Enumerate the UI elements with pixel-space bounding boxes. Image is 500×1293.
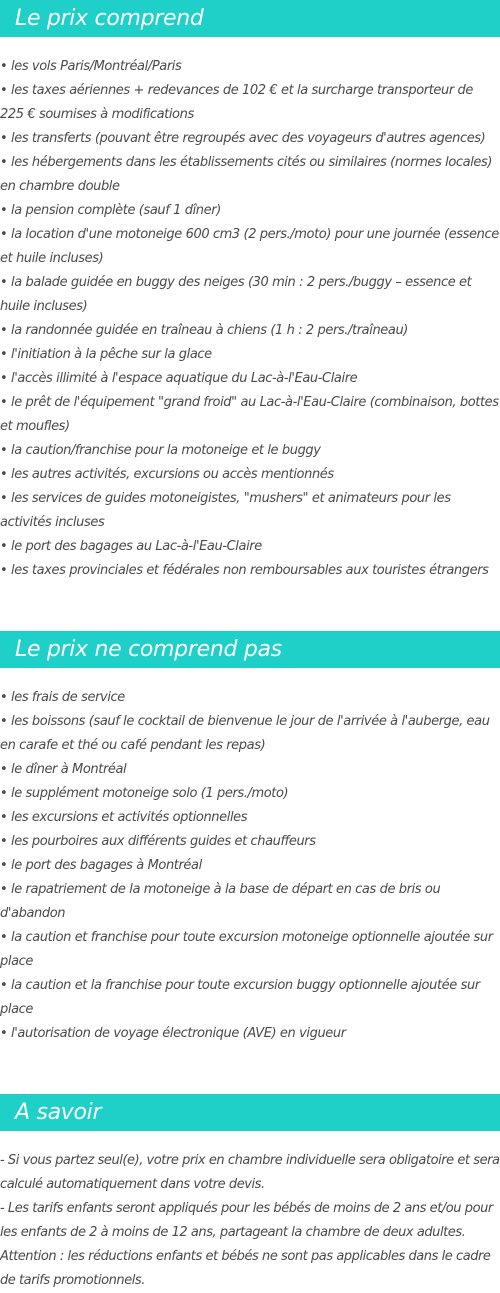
section-included (0, 0, 500, 583)
list-item (0, 559, 500, 583)
list-item-text: la pension complète (sauf 1 dîner) (11, 203, 221, 218)
section-header-excluded (0, 631, 500, 668)
bullet-icon: • (0, 371, 8, 386)
list-item-text: le supplément motoneige solo (1 pers./moto) (11, 786, 289, 801)
section-title: A savoir (15, 1099, 102, 1125)
list-item-text: les excursions et activités optionnelles (11, 810, 248, 825)
bullet-icon: • (0, 395, 8, 410)
section-excluded (0, 631, 500, 1046)
list-item (0, 271, 500, 319)
bullet-icon: • (0, 203, 8, 218)
bullet-icon: • (0, 810, 8, 825)
list-item (0, 367, 500, 391)
bullet-icon: • (0, 882, 8, 897)
list-item (0, 55, 500, 79)
section-savoir (0, 1094, 500, 1293)
list-item-text: les hébergements dans les établissements cités ou similaires (normes locales) en chambre double (0, 155, 493, 194)
list-item (0, 319, 500, 343)
list-item-text: les transferts (pouvant être regroupés avec des voyageurs d'autres agences) (11, 131, 486, 146)
list-item (0, 974, 500, 1022)
bullet-icon: • (0, 762, 8, 777)
list-item-text: le dîner à Montréal (11, 762, 127, 777)
list-item-text: le prêt de l'équipement "grand froid" au Lac-à-l'Eau-Claire (combinaison, bottes et moufles) (0, 395, 499, 434)
list-item-text: le port des bagages à Montréal (11, 858, 202, 873)
bullet-icon: • (0, 155, 8, 170)
list-item-text: les services de guides motoneigistes, "mushers" et animateurs pour les activités incluses (0, 491, 451, 530)
list-item-text: le rapatriement de la motoneige à la base de départ en cas de bris ou d'abandon (0, 882, 441, 921)
bullet-icon: • (0, 1026, 8, 1041)
list-item (0, 439, 500, 463)
list-item (0, 1022, 500, 1046)
list-item (0, 686, 500, 710)
bullet-icon: • (0, 930, 8, 945)
included-list (0, 55, 500, 583)
list-item-text: les frais de service (11, 690, 125, 705)
section-title: Le prix ne comprend pas (15, 636, 282, 662)
bullet-icon: • (0, 467, 8, 482)
section-header-included (0, 0, 500, 37)
list-item (0, 806, 500, 830)
list-item-text: la randonnée guidée en traîneau à chiens (1 h : 2 pers./traîneau) (11, 323, 408, 338)
list-item (0, 463, 500, 487)
list-item-text: la balade guidée en buggy des neiges (30 min : 2 pers./buggy – essence et huile incluses) (0, 275, 472, 314)
list-item (0, 151, 500, 199)
bullet-icon: • (0, 227, 8, 242)
list-item-text: le port des bagages au Lac-à-l'Eau-Claire (11, 539, 262, 554)
bullet-icon: • (0, 347, 8, 362)
list-item (0, 926, 500, 974)
bullet-icon: • (0, 83, 8, 98)
list-item-text: les boissons (sauf le cocktail de bienvenue le jour de l'arrivée à l'auberge, eau en carafe et thé ou café pendant les repas) (0, 714, 490, 753)
list-item-text: la caution/franchise pour la motoneige et le buggy (11, 443, 321, 458)
list-item (0, 535, 500, 559)
bullet-icon: • (0, 834, 8, 849)
list-item (0, 487, 500, 535)
list-item (0, 710, 500, 758)
list-item-text: l'accès illimité à l'espace aquatique du Lac-à-l'Eau-Claire (11, 371, 358, 386)
list-item-text: les taxes aériennes + redevances de 102 € et la surcharge transporteur de 225 € soumises à modifications (0, 83, 473, 122)
savoir-content (0, 1149, 500, 1293)
list-item (0, 830, 500, 854)
list-item (0, 854, 500, 878)
bullet-icon: • (0, 323, 8, 338)
savoir-paragraph: - Les tarifs enfants seront appliqués pour les bébés de moins de 2 ans et/ou pour les enfants de 2 à moins de 12 ans, partageant la chambre de deux adultes. Attention : les réductions enfants et bébés ne sont pas applicables dans le cadre de tarifs promotionnels. (0, 1201, 493, 1288)
list-item (0, 758, 500, 782)
list-item-text: la caution et la franchise pour toute excursion buggy optionnelle ajoutée sur place (0, 978, 480, 1017)
bullet-icon: • (0, 978, 8, 993)
section-title: Le prix comprend (15, 5, 204, 31)
list-item (0, 79, 500, 127)
list-item (0, 391, 500, 439)
bullet-icon: • (0, 275, 8, 290)
list-item-text: l'autorisation de voyage électronique (AVE) en vigueur (11, 1026, 346, 1041)
bullet-icon: • (0, 59, 8, 74)
list-item-text: les pourboires aux différents guides et chauffeurs (11, 834, 316, 849)
list-item (0, 343, 500, 367)
list-item-text: la caution et franchise pour toute excursion motoneige optionnelle ajoutée sur place (0, 930, 493, 969)
savoir-paragraph: - Si vous partez seul(e), votre prix en chambre individuelle sera obligatoire et sera calculé automatiquement dans votre devis. (0, 1153, 500, 1192)
list-item-text: les taxes provinciales et fédérales non remboursables aux touristes étrangers (11, 563, 489, 578)
bullet-icon: • (0, 443, 8, 458)
bullet-icon: • (0, 563, 8, 578)
list-item (0, 127, 500, 151)
list-item (0, 199, 500, 223)
bullet-icon: • (0, 690, 8, 705)
list-item-text: la location d'une motoneige 600 cm3 (2 pers./moto) pour une journée (essence et huile incluses) (0, 227, 499, 266)
bullet-icon: • (0, 491, 8, 506)
list-item-text: les vols Paris/Montréal/Paris (11, 59, 182, 74)
bullet-icon: • (0, 131, 8, 146)
excluded-list (0, 686, 500, 1046)
bullet-icon: • (0, 786, 8, 801)
section-header-savoir (0, 1094, 500, 1131)
list-item-text: les autres activités, excursions ou accès mentionnés (11, 467, 334, 482)
bullet-icon: • (0, 858, 8, 873)
list-item (0, 878, 500, 926)
bullet-icon: • (0, 714, 8, 729)
list-item (0, 223, 500, 271)
bullet-icon: • (0, 539, 8, 554)
list-item (0, 782, 500, 806)
list-item-text: l'initiation à la pêche sur la glace (11, 347, 212, 362)
